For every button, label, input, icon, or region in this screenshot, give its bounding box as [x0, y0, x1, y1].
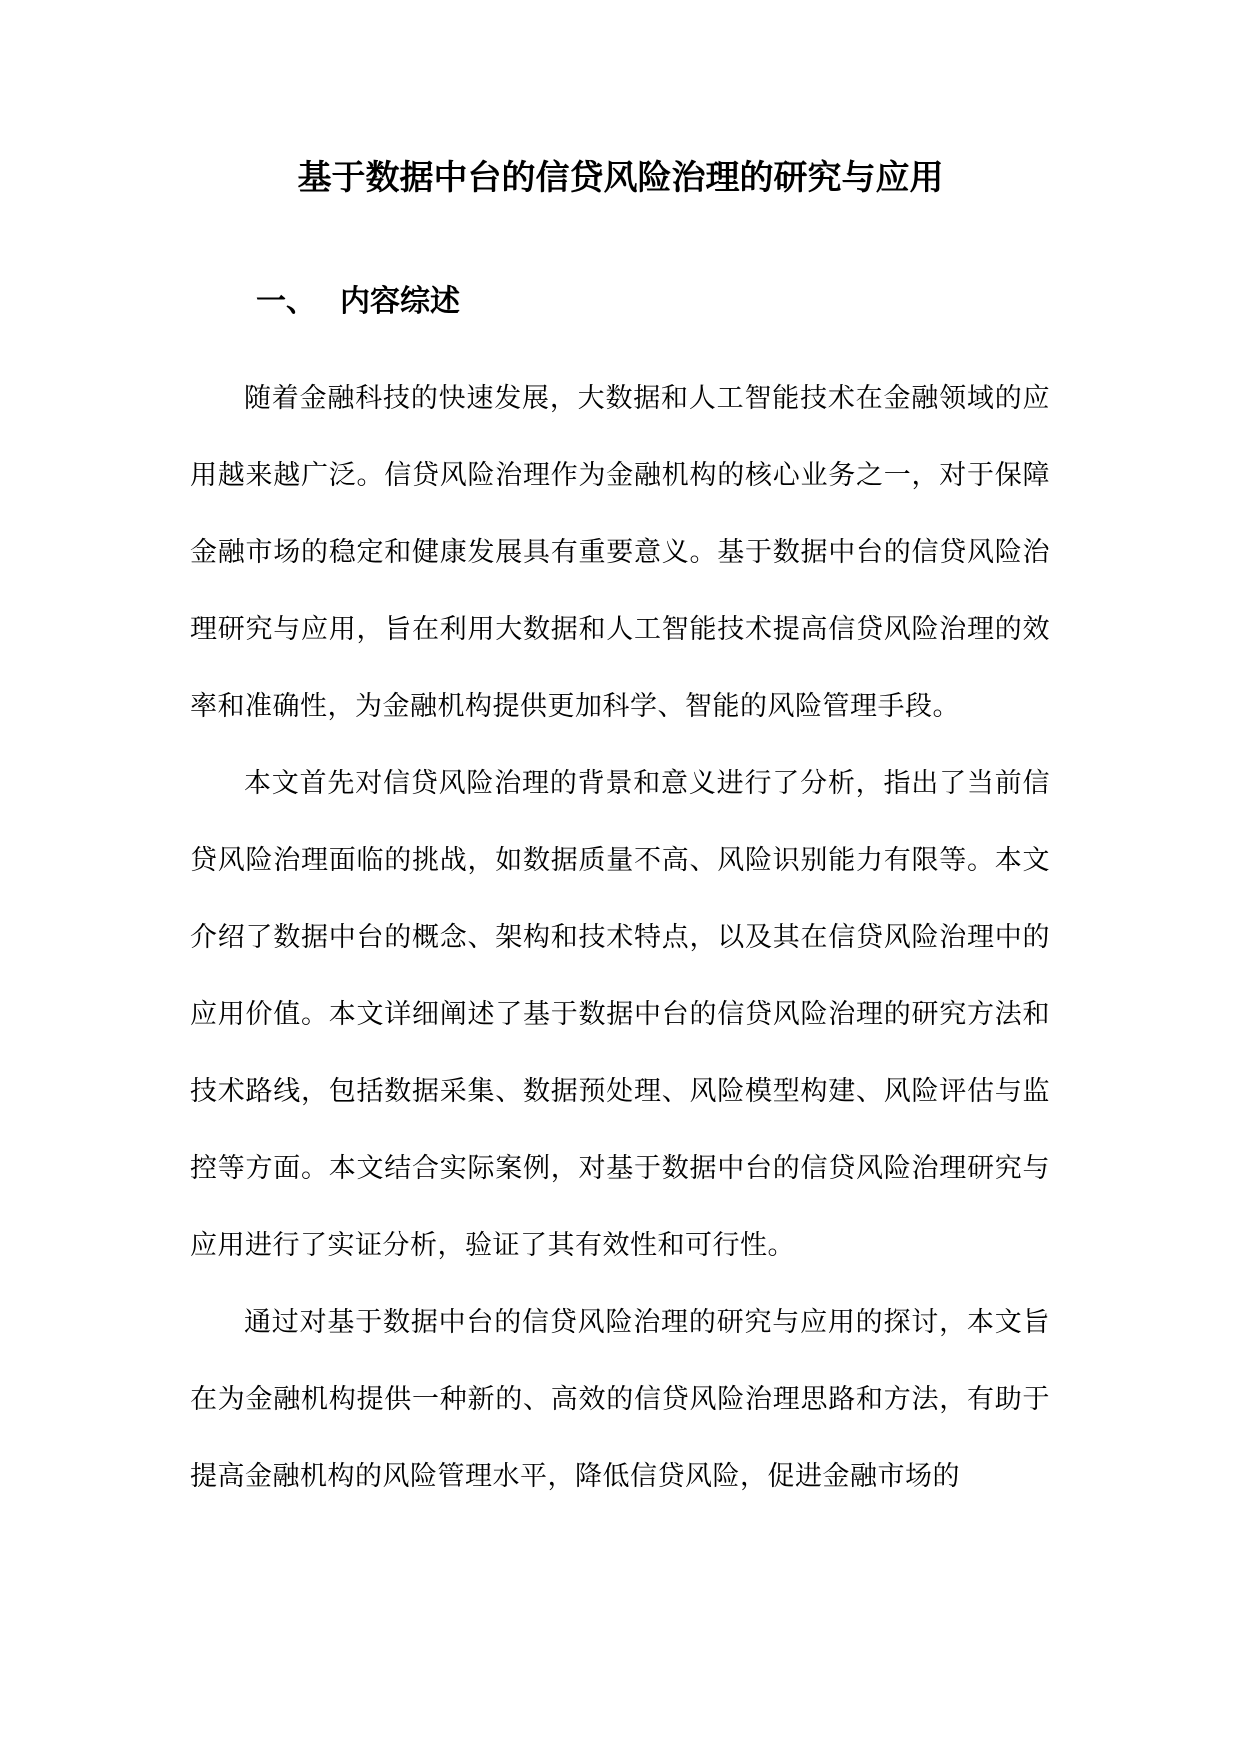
section-title: 内容综述: [340, 284, 460, 319]
section-heading: [256, 280, 460, 324]
paragraph-3: 通过对基于数据中台的信贷风险治理的研究与应用的探讨，本文旨在为金融机构提供一种新的、高效的信贷风险治理思路和方法，有助于提高金融机构的风险管理水平，降低信贷风险，促进金融市场的: [190, 1307, 1050, 1492]
paragraph-1: 随着金融科技的快速发展，大数据和人工智能技术在金融领域的应用越来越广泛。信贷风险治理作为金融机构的核心业务之一，对于保障金融市场的稳定和健康发展具有重要意义。基于数据中台的信贷风险治理研究与应用，旨在利用大数据和人工智能技术提高信贷风险治理的效率和准确性，为金融机构提供更加科学、智能的风险管理手段。: [190, 383, 1050, 722]
paragraph-2: 本文首先对信贷风险治理的背景和意义进行了分析，指出了当前信贷风险治理面临的挑战，如数据质量不高、风险识别能力有限等。本文介绍了数据中台的概念、架构和技术特点，以及其在信贷风险治理中的应用价值。本文详细阐述了基于数据中台的信贷风险治理的研究方法和技术路线，包括数据采集、数据预处理、风险模型构建、风险评估与监控等方面。本文结合实际案例，对基于数据中台的信贷风险治理研究与应用进行了实证分析，验证了其有效性和可行性。: [190, 768, 1050, 1261]
section-number: 一、: [256, 284, 316, 319]
body-text: [190, 360, 1050, 1515]
document-title: 基于数据中台的信贷风险治理的研究与应用: [297, 158, 944, 198]
